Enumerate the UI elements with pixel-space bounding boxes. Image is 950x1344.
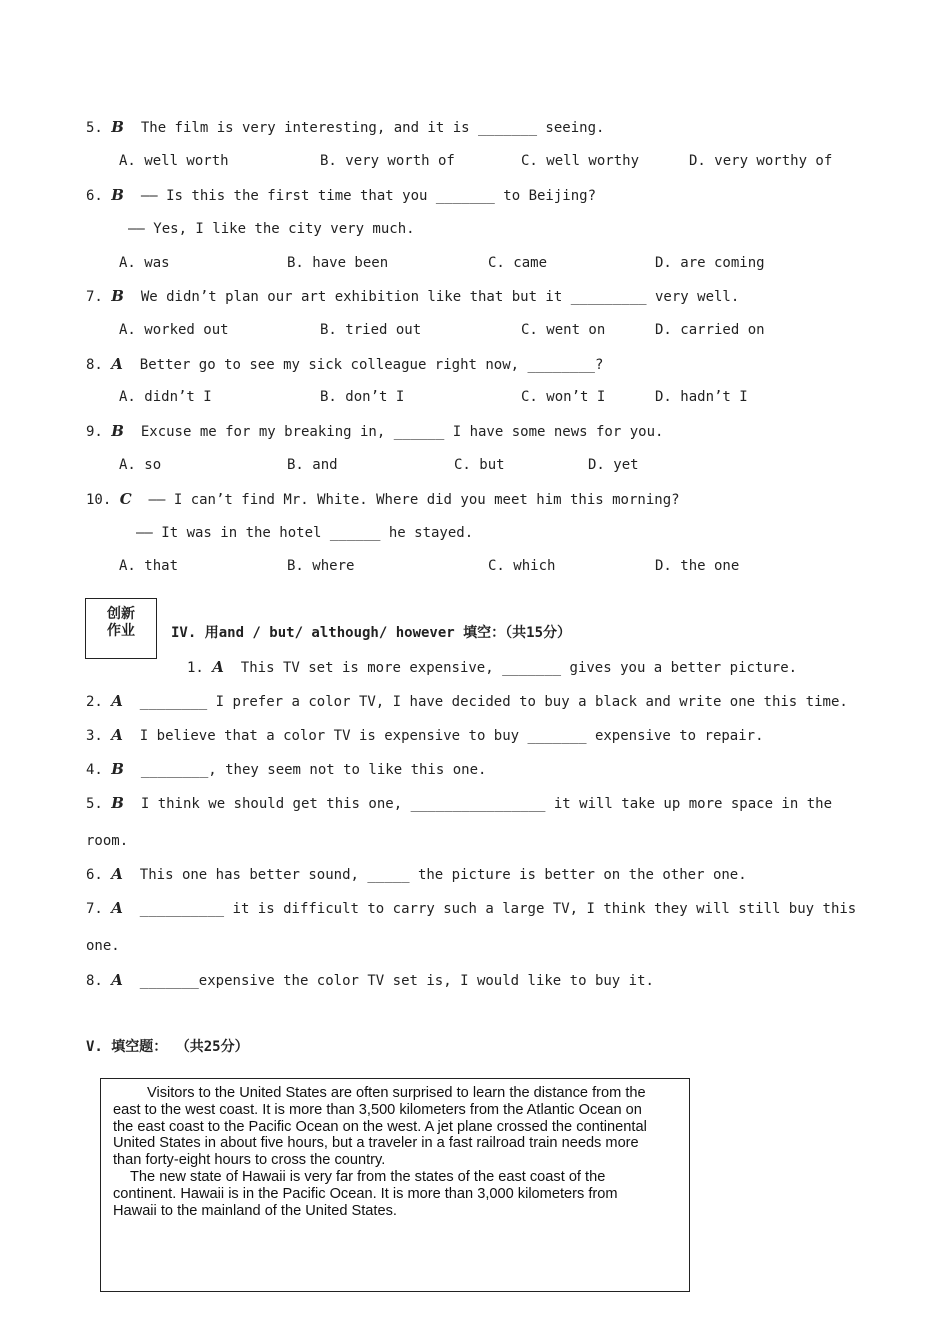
answer-mark: A (111, 355, 123, 373)
fill-item-5-cont: room. (86, 833, 129, 849)
option-b: B. and (287, 457, 338, 473)
option-d: D. yet (588, 457, 639, 473)
option-d: D. carried on (655, 322, 765, 338)
innovation-homework-tag: 创新 作业 (85, 598, 157, 659)
option-d: D. are coming (655, 255, 765, 271)
answer-mark: B (111, 186, 124, 204)
option-b: B. tried out (320, 322, 422, 338)
option-d: D. very worthy of (689, 153, 833, 169)
question-9: 9. B Excuse me for my breaking in, ______ I have some news for you. (86, 422, 664, 440)
passage-paragraph-2: The new state of Hawaii is very far from the states of the east coast of the continent. Hawaii is in the Pacific Ocean. It is more than 3,000 kilometers from Hawaii to the mainland of the United States. (113, 1168, 618, 1219)
option-c: C. well worthy (521, 153, 640, 169)
fill-item-4: 4. B ________, they seem not to like this one. (86, 760, 487, 778)
answer-mark: B (111, 287, 124, 305)
fill-item-3: 3. A I believe that a color TV is expensive to buy _______ expensive to repair. (86, 726, 764, 744)
answer-mark: A (111, 692, 123, 710)
question-8: 8. A Better go to see my sick colleague right now, ________? (86, 355, 604, 373)
option-d: D. hadn’t I (655, 389, 748, 405)
answer-mark: B (111, 760, 124, 778)
options-7 (0, 321, 950, 339)
question-10: 10. C —— I can’t find Mr. White. Where did you meet him this morning? (86, 490, 680, 508)
fill-item-2: 2. A ________ I prefer a color TV, I have decided to buy a black and write one this time. (86, 692, 848, 710)
option-c: C. went on (521, 322, 606, 338)
options-9 (0, 456, 950, 474)
option-a: A. was (119, 255, 170, 271)
question-6: 6. B —— Is this the first time that you _______ to Beijing? (86, 186, 596, 204)
option-b: B. don’t I (320, 389, 405, 405)
option-b: B. where (287, 558, 355, 574)
option-a: A. worked out (119, 322, 229, 338)
question-6-reply: —— Yes, I like the city very much. (128, 221, 415, 237)
fill-item-7: 7. A __________ it is difficult to carry such a large TV, I think they will still buy this (86, 899, 857, 917)
section-iv-heading: IV. 用and / but/ although/ however 填空：（共15分） (171, 625, 572, 641)
options-5 (0, 152, 950, 170)
fill-item-5: 5. B I think we should get this one, ________________ it will take up more space in the (86, 794, 832, 812)
answer-mark: B (111, 422, 124, 440)
answer-mark: A (212, 658, 224, 676)
options-10 (0, 557, 950, 575)
question-5: 5. B The film is very interesting, and it is _______ seeing. (86, 118, 605, 136)
option-b: B. very worth of (320, 153, 455, 169)
question-10-reply: —— It was in the hotel ______ he stayed. (136, 525, 474, 541)
answer-mark: A (111, 726, 123, 744)
option-a: A. well worth (119, 153, 229, 169)
option-a: A. so (119, 457, 162, 473)
option-a: A. didn’t I (119, 389, 212, 405)
option-c: C. but (454, 457, 505, 473)
answer-mark: C (119, 490, 132, 508)
option-b: B. have been (287, 255, 389, 271)
fill-item-1: 1. A This TV set is more expensive, _______ gives you a better picture. (187, 658, 798, 676)
fill-item-8: 8. A _______expensive the color TV set is, I would like to buy it. (86, 971, 654, 989)
option-c: C. won’t I (521, 389, 606, 405)
section-v-heading: V. 填空题： （共25分） (86, 1039, 249, 1055)
reading-passage-box (100, 1078, 690, 1292)
answer-mark: B (111, 794, 124, 812)
answer-mark: A (111, 865, 123, 883)
option-d: D. the one (655, 558, 740, 574)
options-8 (0, 388, 950, 406)
options-6 (0, 254, 950, 272)
answer-mark: B (111, 118, 124, 136)
option-a: A. that (119, 558, 179, 574)
passage-paragraph-1: Visitors to the United States are often surprised to learn the distance from the east to the west coast. It is more than 3,500 kilometers from the Atlantic Ocean on the east coast to the Pacific Ocean on the west. A jet plane crossed the continental United States in about five hours, but a traveler in a fast railroad train needs more than forty-eight hours to cross the country. (113, 1085, 647, 1169)
option-c: C. came (488, 255, 548, 271)
option-c: C. which (488, 558, 556, 574)
answer-mark: A (111, 971, 123, 989)
question-7: 7. B We didn’t plan our art exhibition like that but it _________ very well. (86, 287, 740, 305)
fill-item-6: 6. A This one has better sound, _____ the picture is better on the other one. (86, 865, 747, 883)
answer-mark: A (111, 899, 123, 917)
fill-item-7-cont: one. (86, 938, 120, 954)
